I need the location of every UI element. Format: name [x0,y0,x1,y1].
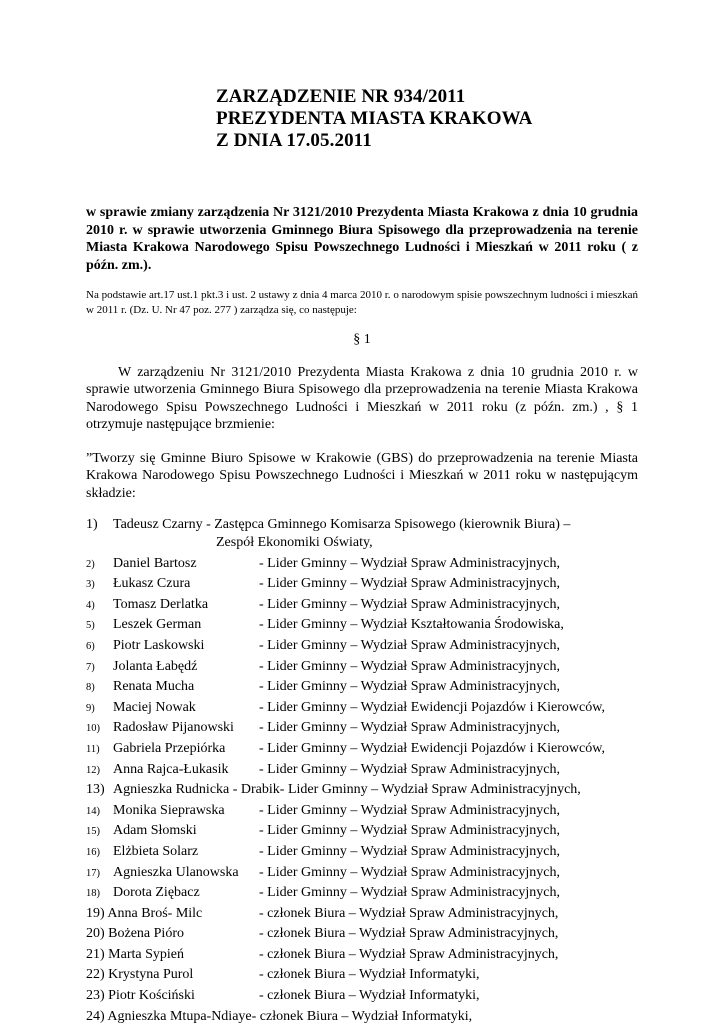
title-line-1: ZARZĄDZENIE NR 934/2011 [216,86,466,107]
item-number: 17) [86,867,100,879]
list-item [86,802,646,823]
member-name: Piotr Laskowski [113,637,205,653]
member-role: - Lider Gminny – Wydział Spraw Administracyjnych, [259,555,561,571]
item-number: 11) [86,743,100,755]
list-item [86,966,646,987]
section-mark: § 1 [353,332,371,347]
title-line-3: Z DNIA 17.05.2011 [216,130,372,151]
list-item [86,905,646,926]
item-continuation: Zespół Ekonomiki Oświaty, [216,535,373,550]
member-role: - Lider Gminny – Wydział Spraw Administracyjnych, [259,576,561,592]
member-name: Agnieszka Ulanowska [113,864,239,880]
item-number: 5) [86,620,95,632]
item-number: 7) [86,661,95,673]
item-number: 16) [86,846,100,858]
subject-paragraph: w sprawie zmiany zarządzenia Nr 3121/2010 Prezydenta Miasta Krakowa z dnia 10 grudnia 2010 r. w sprawie utworzenia Gminnego Biura Spisowego dla przeprowadzenia na terenie Miasta Krakowa Narodowego Spisu Powszechnego Ludności i Mieszkań w 2011 roku ( z późn. zm.). [86,205,638,273]
member-name: Elżbieta Solarz [113,843,199,859]
list-item [86,678,646,699]
member-role: - Lider Gminny – Wydział Spraw Administracyjnych, [259,885,561,901]
list-item [86,534,646,555]
amendment-paragraph: W zarządzeniu Nr 3121/2010 Prezydenta Miasta Krakowa z dnia 10 grudnia 2010 r. w sprawie utworzenia Gminnego Biura Spisowego dla przeprowadzenia na terenie Miasta Krakowa Narodowego Spisu Powszechnego Ludności i Mieszkań w 2011 roku (z późn. zm.) , § 1 otrzymuje następujące brzmienie: [86,365,638,432]
member-role: - Lider Gminny – Wydział Spraw Administracyjnych, [259,823,561,839]
item-number: 10) [86,723,100,735]
item-number: 8) [86,682,95,694]
member-name: Daniel Bartosz [113,555,197,571]
member-name: Adam Słomski [113,823,197,839]
member-name: 20) Bożena Pióro [86,926,184,942]
list-item [86,555,646,576]
list-item [86,1008,646,1028]
item-number: 13) [86,782,105,798]
list-item [86,616,646,637]
member-role: - członek Biura – Wydział Spraw Administracyjnych, [259,946,559,962]
member-name: Radosław Pijanowski [113,720,234,736]
list-item [86,719,646,740]
list-item [86,637,646,658]
item-number: 12) [86,764,100,776]
member-name: Monika Sieprawska [113,802,225,818]
member-name: Tomasz Derlatka [113,596,209,612]
member-role: - członek Biura – Wydział Spraw Administracyjnych, [259,905,559,921]
list-item [86,987,646,1008]
member-role: - Lider Gminny – Wydział Spraw Administracyjnych, [259,761,561,777]
list-item [86,575,646,596]
member-name: 19) Anna Broś- Milc [86,905,203,921]
list-item [86,946,646,967]
member-role: - Lider Gminny – Wydział Ewidencji Pojazdów i Kierowców, [259,740,605,756]
list-item [86,596,646,617]
item-text: Tadeusz Czarny - Zastępca Gminnego Komisarza Spisowego (kierownik Biura) – [113,517,571,532]
item-number: 15) [86,826,100,838]
member-role: - Lider Gminny – Wydział Spraw Administracyjnych, [259,596,561,612]
member-role: - Lider Gminny – Wydział Spraw Administracyjnych, [259,658,561,674]
member-name: Anna Rajca-Łukasik [113,761,229,777]
member-role: - Lider Gminny – Wydział Spraw Administracyjnych, [259,720,561,736]
item-number: 9) [86,702,95,714]
member-name: 22) Krystyna Purol [86,967,194,983]
member-role: - Lider Gminny – Wydział Spraw Administracyjnych, [259,843,561,859]
title-line-2: PREZYDENTA MIASTA KRAKOWA [216,108,533,129]
list-item [86,740,646,761]
member-role: - Lider Gminny – Wydział Spraw Administracyjnych, [259,864,561,880]
item-number: 3) [86,579,95,591]
item-text: Agnieszka Rudnicka - Drabik- Lider Gminny – Wydział Spraw Administracyjnych, [113,782,581,798]
document-title [216,86,532,152]
member-name: 23) Piotr Kościński [86,988,195,1004]
member-role: - Lider Gminny – Wydział Spraw Administracyjnych, [259,679,561,695]
list-item [86,781,646,802]
member-role: - członek Biura – Wydział Spraw Administracyjnych, [259,926,559,942]
member-role: - Lider Gminny – Wydział Spraw Administracyjnych, [259,637,561,653]
member-name: Leszek German [113,617,202,633]
list-item [86,864,646,885]
member-role: - Lider Gminny – Wydział Spraw Administracyjnych, [259,802,561,818]
list-item [86,658,646,679]
list-item [86,516,646,534]
member-role: - członek Biura – Wydział Informatyki, [259,988,480,1004]
member-name: Renata Mucha [113,679,195,695]
member-name: Maciej Nowak [113,699,196,715]
list-item [86,925,646,946]
member-role: - Lider Gminny – Wydział Ewidencji Pojazdów i Kierowców, [259,699,605,715]
list-item [86,699,646,720]
member-role: - Lider Gminny – Wydział Kształtowania Środowiska, [259,617,564,633]
member-name: Gabriela Przepiórka [113,740,226,756]
item-number: 14) [86,805,100,817]
list-item [86,843,646,864]
item-number: 18) [86,888,100,900]
item-number: 6) [86,640,95,652]
member-role: - członek Biura – Wydział Informatyki, [259,967,480,983]
member-name: Dorota Ziębacz [113,885,200,901]
member-name: Łukasz Czura [113,576,191,592]
item-number: 1) [86,517,98,532]
legal-basis-paragraph: Na podstawie art.17 ust.1 pkt.3 i ust. 2 ustawy z dnia 4 marca 2010 r. o narodowym spisie powszechnym ludności i mieszkań w 2011 r. (Dz. U. Nr 47 poz. 277 ) zarządza się, co następuje: [86,289,638,316]
member-name: 21) Marta Sypień [86,946,184,962]
list-item [86,822,646,843]
quoted-paragraph: ”Tworzy się Gminne Biuro Spisowe w Krakowie (GBS) do przeprowadzenia na terenie Miasta Krakowa Narodowego Spisu Powszechnego Ludności i Mieszkań w 2011 roku w następującym składzie: [86,451,638,501]
members-list [86,516,646,1028]
list-item [86,884,646,905]
item-number: 4) [86,599,95,611]
item-text: 24) Agnieszka Mtupa-Ndiaye- członek Biura – Wydział Informatyki, [86,1008,473,1024]
member-name: Jolanta Łabędź [113,658,198,674]
item-number: 2) [86,558,95,570]
list-item [86,761,646,782]
